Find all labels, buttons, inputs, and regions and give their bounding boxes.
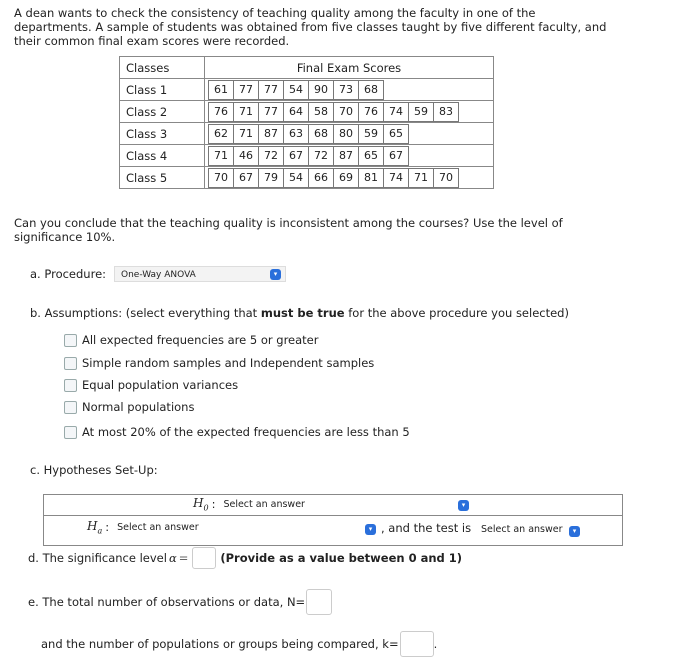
score-cell: 69	[333, 168, 359, 188]
groups-row	[41, 631, 437, 657]
procedure-row	[30, 266, 286, 282]
assumption-option[interactable]	[64, 333, 318, 347]
significance-hint: (Provide as a value between 0 and 1)	[220, 551, 463, 565]
assumptions-title	[30, 306, 569, 320]
score-cell: 72	[258, 146, 284, 166]
class-label: Class 4	[120, 145, 205, 167]
select-chevron-icon[interactable]: ▾	[365, 524, 376, 535]
score-cell: 64	[283, 102, 309, 122]
score-cell: 83	[433, 102, 459, 122]
score-grid	[209, 124, 483, 144]
checkbox-icon[interactable]	[64, 379, 77, 392]
hypotheses-title: c. Hypotheses Set-Up:	[30, 463, 158, 477]
score-grid	[209, 146, 483, 166]
assumption-option[interactable]	[64, 378, 238, 392]
ha-colon: :	[105, 520, 110, 535]
score-cell: 70	[208, 168, 234, 188]
score-cell: 71	[208, 146, 234, 166]
table-header-row	[120, 57, 494, 79]
score-cell: 68	[308, 124, 334, 144]
scores-table	[119, 56, 494, 189]
alt-hypothesis-row	[87, 519, 199, 535]
score-cell: 61	[208, 80, 234, 100]
significance-row	[28, 547, 462, 569]
score-cell: 81	[358, 168, 384, 188]
procedure-select[interactable]	[114, 266, 286, 282]
score-cell: 70	[333, 102, 359, 122]
period: .	[433, 637, 438, 651]
assumption-option[interactable]	[64, 425, 410, 439]
procedure-label: a. Procedure:	[30, 267, 107, 281]
header-scores: Final Exam Scores	[205, 57, 494, 79]
score-cell: 72	[308, 146, 334, 166]
ha-select[interactable]: Select an answer	[117, 521, 199, 533]
score-grid	[209, 168, 483, 188]
assumption-label: Normal populations	[82, 400, 195, 414]
table-row	[120, 79, 494, 101]
score-cell: 46	[233, 146, 259, 166]
h0-colon: :	[211, 497, 216, 512]
class-label: Class 1	[120, 79, 205, 101]
checkbox-icon[interactable]	[64, 334, 77, 347]
assumption-label: All expected frequencies are 5 or greater	[82, 333, 319, 347]
h0-subscript: 0	[203, 503, 209, 513]
observations-row	[28, 589, 332, 615]
score-cell: 77	[258, 102, 284, 122]
score-cell: 79	[258, 168, 284, 188]
question-text: Can you conclude that the teaching quality is inconsistent among the courses? Use the level of significance 10%.	[14, 216, 563, 244]
ha-letter: H	[87, 519, 98, 533]
class-label: Class 3	[120, 123, 205, 145]
score-cell: 65	[358, 146, 384, 166]
groups-label: and the number of populations or groups being compared, k=	[41, 637, 399, 651]
procedure-selected-value: One-Way ANOVA	[121, 270, 196, 280]
table-row	[120, 123, 494, 145]
score-cell: 71	[233, 124, 259, 144]
checkbox-icon[interactable]	[64, 357, 77, 370]
score-cell: 59	[408, 102, 434, 122]
problem-intro: A dean wants to check the consistency of teaching quality among the faculty in one of the departments. A sample of students was obtained from five classes taught by five different faculty, and their common final exam scores were recorded.	[14, 6, 607, 48]
score-cell: 74	[383, 102, 409, 122]
score-cell: 54	[283, 168, 309, 188]
k-input[interactable]	[400, 631, 434, 657]
test-select[interactable]: Select an answer	[481, 524, 563, 535]
checkbox-icon[interactable]	[64, 426, 77, 439]
score-cell: 65	[383, 124, 409, 144]
score-cell: 68	[358, 80, 384, 100]
score-cell: 90	[308, 80, 334, 100]
score-cell: 71	[408, 168, 434, 188]
significance-input[interactable]	[192, 547, 216, 569]
h0-symbol	[193, 496, 209, 512]
n-input[interactable]	[306, 589, 332, 615]
score-grid	[209, 102, 483, 122]
assumption-label: Equal population variances	[82, 378, 239, 392]
ha-subscript: a	[97, 526, 103, 536]
alpha-symbol: α	[168, 551, 177, 565]
score-cell: 87	[333, 146, 359, 166]
h0-select[interactable]: Select an answer	[223, 498, 305, 510]
score-cell: 70	[433, 168, 459, 188]
score-cell: 87	[258, 124, 284, 144]
assumption-option[interactable]	[64, 356, 374, 370]
score-cell: 54	[283, 80, 309, 100]
hypotheses-divider	[43, 515, 623, 516]
select-chevron-icon[interactable]: ▾	[458, 500, 469, 511]
class-label: Class 2	[120, 101, 205, 123]
score-cell: 58	[308, 102, 334, 122]
table-row	[120, 167, 494, 189]
score-cell: 80	[333, 124, 359, 144]
assumptions-title-suffix: for the above procedure you selected)	[344, 306, 569, 320]
score-cell: 67	[283, 146, 309, 166]
score-grid	[209, 80, 483, 100]
score-cell: 59	[358, 124, 384, 144]
select-chevron-icon[interactable]: ▾	[569, 526, 580, 537]
score-cell: 67	[383, 146, 409, 166]
score-cell: 62	[208, 124, 234, 144]
score-cell: 67	[233, 168, 259, 188]
significance-label: d. The significance level	[28, 551, 167, 565]
class-label: Class 5	[120, 167, 205, 189]
score-cell: 71	[233, 102, 259, 122]
score-cell: 77	[233, 80, 259, 100]
assumption-label: At most 20% of the expected frequencies are less than 5	[82, 425, 410, 439]
score-cell: 74	[383, 168, 409, 188]
checkbox-icon[interactable]	[64, 401, 77, 414]
test-label: , and the test is	[381, 521, 472, 535]
score-cell: 73	[333, 80, 359, 100]
observations-label: e. The total number of observations or data, N=	[28, 595, 306, 609]
ha-symbol	[87, 519, 102, 535]
table-row	[120, 145, 494, 167]
score-cell: 76	[358, 102, 384, 122]
score-cell: 63	[283, 124, 309, 144]
assumption-label: Simple random samples and Independent samples	[82, 356, 375, 370]
null-hypothesis-row	[193, 496, 305, 512]
score-cell: 77	[258, 80, 284, 100]
assumption-option[interactable]	[64, 400, 194, 414]
h0-letter: H	[193, 496, 204, 510]
select-chevron-icon: ▾	[270, 269, 281, 280]
table-row	[120, 101, 494, 123]
score-cell: 66	[308, 168, 334, 188]
header-classes: Classes	[120, 57, 205, 79]
equals-sign: =	[178, 551, 189, 565]
assumptions-title-prefix: b. Assumptions: (select everything that	[30, 306, 261, 320]
assumptions-title-bold: must be true	[260, 306, 345, 320]
score-cell: 76	[208, 102, 234, 122]
